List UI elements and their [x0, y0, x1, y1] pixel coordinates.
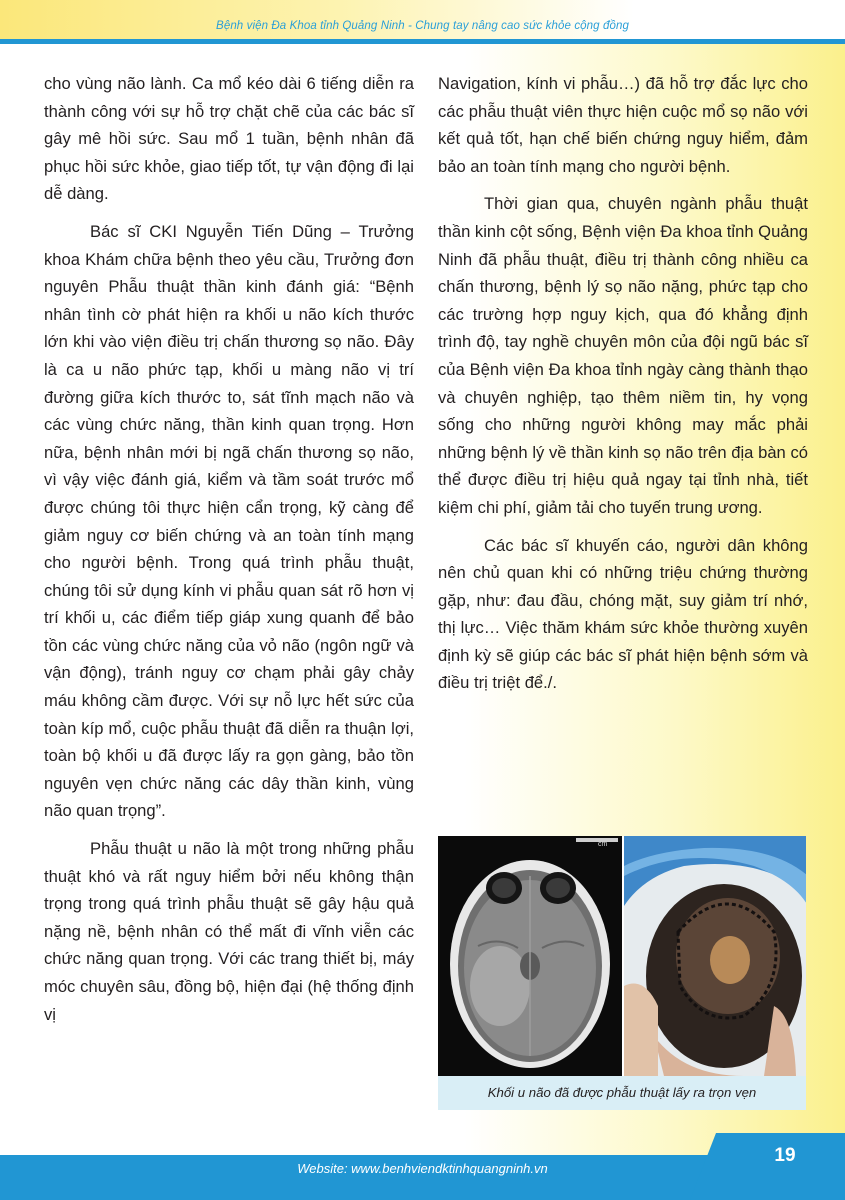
- header-rule: [0, 39, 845, 44]
- figure-caption: Khối u não đã được phẫu thuật lấy ra trọn vẹn: [438, 1076, 806, 1110]
- article-figure: [438, 836, 806, 1110]
- page-number: 19: [774, 1145, 796, 1166]
- left-paragraph-3: Phẫu thuật u não là một trong những phẫu thuật khó và rất nguy hiểm bởi nếu không thận trọng trong quá trình phẫu thuật sẽ gây hậu quả nặng nề, bệnh nhân có thể mất đi vĩnh viễn các chức năng quan trọng. Với các trang thiết bị, máy móc chuyên sâu, đồng bộ, hiện đại (hệ thống định vị: [44, 839, 414, 1024]
- header-tagline: Bệnh viện Đa Khoa tỉnh Quảng Ninh - Chung tay nâng cao sức khỏe cộng đồng: [216, 20, 629, 32]
- left-column: [44, 70, 414, 1038]
- post-surgery-photo: [622, 836, 806, 1076]
- left-paragraph-2: Bác sĩ CKI Nguyễn Tiến Dũng – Trưởng khoa Khám chữa bệnh theo yêu cầu, Trưởng đơn nguyên Phẫu thuật thần kinh đánh giá: “Bệnh nhân tình cờ phát hiện ra khối u não kích thước lớn khi vào viện điều trị chấn thương sọ não. Đây là ca u não phức tạp, khối u màng não vị trí đường giữa kích thước to, sát tĩnh mạch não và các vùng chức năng, thần kinh quan trọng. Hơn nữa, bệnh nhân mới bị ngã chấn thương sọ não, vì vậy việc đánh giá, kiểm và tầm soát trước mổ được chúng tôi thực hiện cẩn trọng, kỹ càng để giảm nguy cơ biến chứng và an toàn tính mạng cho người bệnh. Trong quá trình phẫu thuật, chúng tôi sử dụng kính vi phẫu quan sát rõ hơn vị trí khối u, các điểm tiếp giáp xung quanh để bảo tồn các vùng chức năng của vỏ não (ngôn ngữ và vận động), tránh nguy cơ chạm phải gây chảy máu không cầm được. Với sự nỗ lực hết sức của toàn kíp mổ, cuộc phẫu thuật đã diễn ra thuận lợi, toàn bộ khối u đã được lấy ra gọn gàng, bảo tồn nguyên vẹn chức năng các dây thần kinh, vùng não quan trọng”.: [44, 221, 414, 821]
- left-paragraph-1: cho vùng não lành. Ca mổ kéo dài 6 tiếng diễn ra thành công với sự hỗ trợ chặt chẽ của các bác sĩ gây mê hồi sức. Sau mổ 1 tuần, bệnh nhân đã phục hồi sức khỏe, giao tiếp tốt, tự vận động đi lại dễ dàng.: [44, 74, 414, 204]
- footer-website: Website: www.benhviendktinhquangninh.vn: [297, 1161, 548, 1176]
- ct-scan-image: [438, 836, 622, 1076]
- right-paragraph-1: Navigation, kính vi phẫu…) đã hỗ trợ đắc lực cho các phẫu thuật viên thực hiện cuộc mổ sọ não với kết quả tốt, hạn chế biến chứng nguy hiểm, đảm bảo an toàn tính mạng cho người bệnh.: [438, 74, 808, 176]
- right-paragraph-3: Các bác sĩ khuyến cáo, người dân không nên chủ quan khi có những triệu chứng thường gặp, như: đau đầu, chóng mặt, suy giảm trí nhớ, thị lực… Việc thăm khám sức khỏe thường xuyên định kỳ sẽ giúp các bác sĩ phát hiện bệnh sớm và điều trị triệt để./.: [438, 535, 808, 693]
- right-paragraph-2: Thời gian qua, chuyên ngành phẫu thuật thần kinh cột sống, Bệnh viện Đa khoa tỉnh Quảng Ninh đã phẫu thuật, điều trị thành công nhiều ca chấn thương, bệnh lý sọ não nặng, phức tạp cho các trường hợp nguy kịch, qua đó khẳng định trình độ, tay nghề chuyên môn của đội ngũ bác sĩ của Bệnh viện Đa khoa tỉnh ngày càng thành thạo và chuyên nghiệp, tạo thêm niềm tin, hy vọng sống cho những người không may mắc phải những bệnh lý về thần kinh sọ não trên địa bàn có thể được điều trị hiệu quả ngay tại tỉnh nhà, tiết kiệm chi phí, giảm tải cho tuyến trung ương.: [438, 194, 808, 517]
- scale-label: cm: [598, 841, 608, 848]
- right-column: [438, 70, 808, 707]
